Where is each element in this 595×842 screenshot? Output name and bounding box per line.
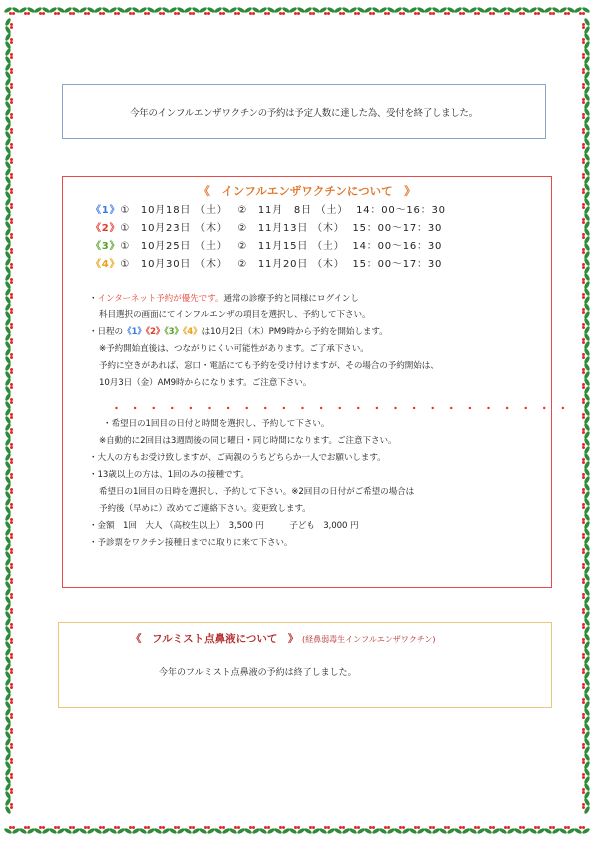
schedule-row: 《2》① 10月23日 （木） ② 11月13日 （木） 15：00〜17：30 — [91, 223, 443, 234]
note-line: 予約後（早めに）改めてご連絡下さい。変更致します。 — [99, 504, 311, 514]
note-internet: ・インターネット予約が優先です。通常の診療予約と同様にログインし — [89, 294, 359, 304]
notice-box — [62, 84, 546, 139]
influenza-section — [62, 176, 576, 588]
note-line: 科目選択の画面にてインフルエンザの項目を選択し、予約して下さい。 — [99, 310, 371, 320]
note-line: ・大人の方もお受け致しますが、ご両親のうちどちらか一人でお願いします。 — [89, 453, 386, 463]
schedule-row: 《3》① 10月25日 （土） ② 11月15日 （土） 14：00〜16：30 — [91, 241, 443, 252]
note-line: ※自動的に2回目は3週間後の同じ曜日・同じ時間になります。ご注意下さい。 — [99, 436, 397, 446]
notice-text: 今年のインフルエンザワクチンの予約は予定人数に達した為、受付を終了しました。 — [130, 108, 478, 119]
dotted-divider: ・・・・・・・・・・・・・・・・・・・・・・・・・ — [111, 402, 576, 415]
note-line: 希望日の1回目の日時を選択し、予約して下さい。※2回目の日付がご希望の場合は — [99, 487, 415, 497]
note-line: ※予約開始直後は、つながりにくい可能性があります。ご了承下さい。 — [99, 344, 369, 354]
flumist-section — [58, 622, 552, 708]
price-line: ・金額 1回 大人 （高校生以上） 3,500 円 子ども 3,000 円 — [89, 521, 359, 531]
note-line: ・13歳以上の方は、1回のみの接種です。 — [89, 470, 249, 480]
note-line: 10月3日（金）AM9時からになります。ご注意下さい。 — [99, 378, 312, 388]
schedule-row: 《4》① 10月30日 （木） ② 11月20日 （木） 15：00〜17：30 — [91, 259, 443, 270]
note-line: 予約に空きがあれば、窓口・電話にても予約を受け付けますが、その場合の予約開始は、 — [99, 361, 439, 371]
influenza-title: 《 インフルエンザワクチンについて 》 — [198, 184, 416, 198]
flumist-text: 今年のフルミスト点鼻液の予約は終了しました。 — [159, 668, 357, 678]
flumist-subtitle: (経鼻弱毒生インフルエンザワクチン) — [302, 635, 436, 644]
flumist-title: 《 フルミスト点鼻液について 》 (経鼻弱毒生インフルエンザワクチン) — [131, 633, 436, 645]
note-start-date: ・日程の《1》《2》《3》《4》は10月2日（木）PM9時から予約を開始します。 — [89, 327, 388, 337]
note-line: ・予診票をワクチン接種日までに取りに来て下さい。 — [89, 538, 293, 548]
schedule-row: 《1》① 10月18日 （土） ② 11月 8日 （土） 14：00〜16：30 — [91, 205, 446, 216]
note-line: ・希望日の1回目の日付と時間を選択し、予約して下さい。 — [103, 419, 330, 429]
internet-priority-text: インターネット予約が優先です。 — [97, 294, 224, 304]
